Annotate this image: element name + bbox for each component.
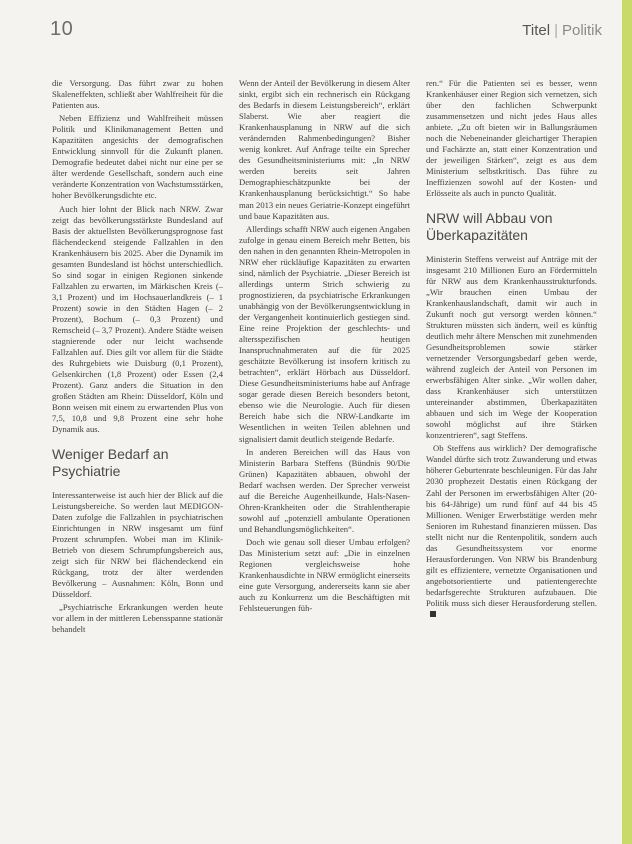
paragraph-final-text: Ob Steffens aus wirklich? Der demografische Wandel dürfte sich trotz Zuwanderung und etwas höherer Geburtenrate beschleunigen. Für das Jahr 2030 prophezeit Destatis einen Rückgang der Zahl der Personen im erwerbsfähigen Alter (20- bis 64-Jährige) um rund fünf auf 44 bis 45 Millionen. Weniger Erwerbstätige werden mehr Senioren im Ruhestand finanzieren müssen. Das stellt nicht nur die Rentenpolitik, sondern auch das Gesundheitssystem vor enorme Herausforderungen. Von NRW bis Brandenburg gilt es effizientere, vernetzte Organisationen und angebotsorientierte und patientengerechte bedarfsgerechte Strukturen aufzubauen. Die Politik muss sich dieser Herausforderung stellen. [426,443,597,608]
page-edge-strip [622,0,632,844]
paragraph: Auch hier lohnt der Blick nach NRW. Zwar zeigt das bevölkerungsstärkste Bundesland auf Basis der aktuellsten Bevölkerungsprognose fast flächendeckend steigende Fallzahlen in den Krankenhäusern bis 2025. Aber die Dynamik im gesamten Bundesland ist höchst unterschiedlich. So sind sogar in einigen Regionen sinkende Fallzahlen zu erwarten, im Märkischen Kreis (– 3,1 Prozent) und im Hochsauerlandkreis (– 1 Prozent) sowie in den Städten Hagen (– 2 Prozent), Bochum (– 0,3 Prozent) und Remscheid (– 3,7 Prozent). Andere Städte weisen stagnierende oder nur leicht wachsende Fallzahlen auf. Dies gilt vor allem für die Städte des Ruhrgebiets wie Duisburg (0,1 Prozent), Gelsenkirchen (1,8 Prozent) oder Essen (2,4 Prozent). Ganz anders die Situation in den großen Städten am Rhein: Düsseldorf, Köln und Bonn weisen mit einem zu erwartenden Plus von 7,5, 10,8 und 9,8 Prozent eine sehr hohe Dynamik aus. [52,203,223,435]
paragraph: Allerdings schafft NRW auch eigenen Angaben zufolge in genau einem Bereich mehr Betten, bis den nahen in den genannten Rhein-Metropolen in NRW eher rückläufige Kapazitäten zu erwarten sind, nämlich der Psychiatrie. „Dieser Bereich ist allerdings unterm Strich schwierig zu prognostizieren, da psychiatrische Erkrankungen unabhängig von der Bevölkerungsentwicklung in der Vergangenheit kontinuierlich gestiegen sind. Eine reine Projektion der geschlechts- und altersspezifischen heutigen Inanspruchnahmeraten auf die für 2025 geschätzte Bevölkerung ist insofern kritisch zu betrachten“, erklärt Hörbach aus Düsseldorf. Diese Gesundheitsministeriums habe auf Anfrage sogar gerade diesen Bereich besonders betont, ebenso wie die Neurologie. Auch für diesen Bereich habe sich die NRW-Landkarte im Wesentlichen in weiten Teilen ablehnen und signalisiert damit deutlich steigende Bedarfe. [239,223,410,444]
column-2 [239,78,410,758]
paragraph: In anderen Bereichen will das Haus von Ministerin Barbara Steffens (Bündnis 90/Die Grünen) Kapazitäten abbauen, obwohl der Bedarf wachsen werden. Der Sprecher verweist auf die Bereiche Augenheilkunde, Hals-Nasen-Ohren-Krankheiten oder die Strahlentherapie sowohl auf „potenziell ambulante Operationen und Behandlungsmöglichkeiten“. [239,446,410,534]
paragraph-final [426,443,597,620]
paragraph: Interessanterweise ist auch hier der Blick auf die Leistungsbereiche. So werden laut MEDIGON-Daten zufolge die Fallzahlen in psychiatrischen Einrichtungen in NRW insgesamt um fünf Prozent schrumpfen. Wobei man im Klinik-Betrieb von diesem Schrumpfungsbereich aus, zeigt sich für NRW bei flächendeckend ein Rückgang, trotz der älter werdenden Bevölkerung – Ausnahmen: Köln, Bonn und Düsseldorf. [52,489,223,599]
section-header [522,22,602,39]
paragraph: Ministerin Steffens verweist auf Anträge mit der insgesamt 210 Millionen Euro an Fördermitteln für NRW aus dem Krankenhausstrukturfonds. „Wir brauchen einen Umbau der Krankenhauslandschaft, damit wir auch in Zukunft noch gut versorgt werden können.“ Strukturen müssten sich ändern, weil es künftig deutlich mehr ältere Menschen mit zunehmenden Gesundheitsproblemen sowie stärker vernetzender Versorgungsbedarf geben werde, während zugleich der Anteil von Personen im erwerbsfähigen Alter sinke. „Wir wollen daher, dass Krankenhäuser sich unterstützen untereinander abstimmen, Überkapazitäten abbauen und sich im Wege der Kooperation sowohl möglichst auf ihre Stärken konzentrieren“, sagt Steffens. [426,253,597,441]
paragraph: ren.“ Für die Patienten sei es besser, wenn Krankenhäuser einer Region sich vernetzen, sich über den fachlichen Schwerpunkt zusammensetzen und nicht jedes Haus alles anbiete. „Zu oft bieten wir in Ballungsräumen noch die Nebeneinander gleichartiger Therapien und Fachärzte an, statt einer Konzentration und der jeweiligen Stärken“, zeigt es aus dem Ministerium selbstkritisch. Das führe zu Ineffizienzen sowohl auf der Kosten- und Erlösseite als auch in puncto Qualität. [426,78,597,199]
column-3 [426,78,597,758]
subheading: NRW will Abbau von Überkapazitäten [426,209,553,243]
section-separator: | [554,22,558,39]
section-title: Titel [522,22,551,39]
article-end-mark [430,611,436,617]
paragraph: die Versorgung. Das führt zwar zu hohen Skaleneffekten, schließt aber Wahlfreiheit für die Patienten aus. [52,78,223,111]
paragraph: Neben Effizienz und Wahlfreiheit müssen Politik und Klinikmanagement Betten und Kapazitäten angesichts der demografischen Entwicklung sinnvoll für die Zukunft planen. Demografie bedeutet dabei nicht nur eine per se älter werdende Gesellschaft, sondern auch eine veränderte Konzentration von Wachstumsstärken, hoher Bevölkerungsdichte etc. [52,113,223,201]
page-number: 10 [50,18,74,40]
subsection-title: Politik [561,22,602,39]
subheading: Weniger Bedarf an Psychiatrie [52,445,169,479]
paragraph: Wenn der Anteil der Bevölkerung in diesem Alter sinkt, ergibt sich ein rechnerisch ein Rückgang des Bedarfs in diesem Leistungsbereich“, erklärt Slaberst. Wie aber reagiert die Krankenhausplanung in NRW auf die sich verändernden Rahmenbedingungen? Bisher wenig konkret. Auf Anfrage teilte ein Sprecher des Gesundheitsministeriums mit: „In NRW werden bereits seit Jahren Demographieschätzpunkte bei der Krankenhausplanung berücksichtigt.“ So habe man 2013 ein neues Geriatrie-Konzept eingeführt und baue Kapazitäten aus. [239,78,410,221]
paragraph: „Psychiatrische Erkrankungen werden heute vor allem in der mittleren Lebensspanne stationär behandelt [52,601,223,635]
paragraph: Doch wie genau soll dieser Umbau erfolgen? Das Ministerium setzt auf: „Die in einzelnen Regionen vergleichsweise hohe Krankenhausdichte in NRW ermöglicht einerseits eine gute Versorgung, andererseits kann sie aber auch zu Konkurrenz um die Beschäftigten mit Fehlsteuerungen füh- [239,536,410,614]
column-1 [52,78,223,758]
article-columns [52,78,600,758]
